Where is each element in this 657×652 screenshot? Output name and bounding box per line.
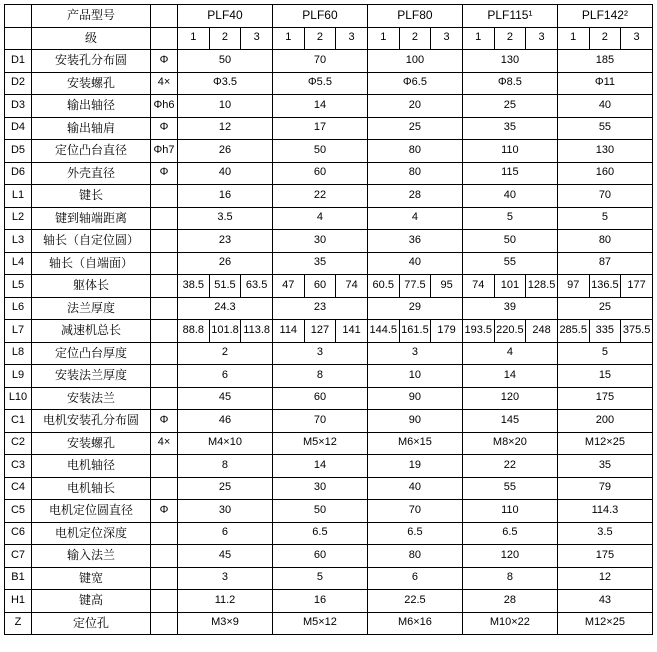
row-value-cell: 90 <box>367 387 462 410</box>
row-value-cell: 114.3 <box>557 500 652 523</box>
table-header-row-level <box>5 27 653 50</box>
row-parameter-name: 键宽 <box>32 567 151 590</box>
row-parameter-name: 安装法兰 <box>32 387 151 410</box>
row-value-cell: 70 <box>272 50 367 73</box>
header-model-plf40: PLF40 <box>178 5 273 28</box>
row-value-cell: 5 <box>557 207 652 230</box>
header-symbol-spacer <box>151 5 178 28</box>
row-value-cell: 144.5 <box>367 320 399 343</box>
table-row <box>5 72 653 95</box>
row-symbol <box>151 477 178 500</box>
row-value-cell: M6×15 <box>367 432 462 455</box>
row-symbol <box>151 297 178 320</box>
row-value-cell: 70 <box>557 185 652 208</box>
row-code: C2 <box>5 432 32 455</box>
row-value-cell: 25 <box>557 297 652 320</box>
row-symbol: Φh6 <box>151 95 178 118</box>
row-value-cell: 375.5 <box>621 320 653 343</box>
row-symbol <box>151 342 178 365</box>
row-value-cell: 5 <box>272 567 367 590</box>
row-value-cell: 14 <box>272 455 367 478</box>
row-value-cell: 177 <box>621 275 653 298</box>
row-value-cell: 6 <box>367 567 462 590</box>
row-value-cell: 128.5 <box>526 275 558 298</box>
table-row <box>5 522 653 545</box>
row-value-cell: 74 <box>462 275 494 298</box>
row-parameter-name: 定位凸台厚度 <box>32 342 151 365</box>
row-value-cell: 40 <box>557 95 652 118</box>
row-code: B1 <box>5 567 32 590</box>
row-value-cell: 3.5 <box>178 207 273 230</box>
row-value-cell: 141 <box>336 320 368 343</box>
row-value-cell: 12 <box>557 567 652 590</box>
row-value-cell: 248 <box>526 320 558 343</box>
row-symbol: Φ <box>151 162 178 185</box>
row-value-cell: 110 <box>462 140 557 163</box>
row-value-cell: 79 <box>557 477 652 500</box>
row-value-cell: M3×9 <box>178 612 273 635</box>
row-symbol: Φ <box>151 50 178 73</box>
table-row <box>5 365 653 388</box>
row-value-cell: 6 <box>178 522 273 545</box>
row-value-cell: 70 <box>367 500 462 523</box>
row-value-cell: 114 <box>272 320 304 343</box>
row-value-cell: 87 <box>557 252 652 275</box>
row-code: L9 <box>5 365 32 388</box>
row-value-cell: 20 <box>367 95 462 118</box>
table-row <box>5 252 653 275</box>
row-parameter-name: 躯体长 <box>32 275 151 298</box>
row-value-cell: 110 <box>462 500 557 523</box>
row-code: C4 <box>5 477 32 500</box>
row-value-cell: 26 <box>178 252 273 275</box>
row-parameter-name: 电机安装孔分布圆 <box>32 410 151 433</box>
row-parameter-name: 法兰厚度 <box>32 297 151 320</box>
row-value-cell: 28 <box>462 590 557 613</box>
row-code: H1 <box>5 590 32 613</box>
row-value-cell: 24.3 <box>178 297 273 320</box>
row-value-cell: 51.5 <box>209 275 241 298</box>
row-value-cell: 50 <box>272 140 367 163</box>
table-row <box>5 432 653 455</box>
row-value-cell: 3 <box>272 342 367 365</box>
row-value-cell: 12 <box>178 117 273 140</box>
row-value-cell: 60 <box>272 387 367 410</box>
row-value-cell: M10×22 <box>462 612 557 635</box>
row-value-cell: 113.8 <box>241 320 273 343</box>
row-value-cell: 97 <box>557 275 589 298</box>
row-parameter-name: 减速机总长 <box>32 320 151 343</box>
row-value-cell: 60 <box>304 275 336 298</box>
row-value-cell: 38.5 <box>178 275 210 298</box>
level-plf115-1: 1 <box>462 27 494 50</box>
row-value-cell: Φ6.5 <box>367 72 462 95</box>
level-plf60-3: 3 <box>336 27 368 50</box>
row-value-cell: 50 <box>462 230 557 253</box>
row-parameter-name: 键长 <box>32 185 151 208</box>
row-code: D6 <box>5 162 32 185</box>
level-plf40-1: 1 <box>178 27 210 50</box>
row-value-cell: 29 <box>367 297 462 320</box>
row-value-cell: 200 <box>557 410 652 433</box>
row-value-cell: 50 <box>178 50 273 73</box>
table-row <box>5 455 653 478</box>
row-value-cell: 55 <box>462 252 557 275</box>
row-value-cell: 6 <box>178 365 273 388</box>
level-plf40-3: 3 <box>241 27 273 50</box>
row-symbol <box>151 230 178 253</box>
row-code: L8 <box>5 342 32 365</box>
row-parameter-name: 输出轴径 <box>32 95 151 118</box>
row-code: D3 <box>5 95 32 118</box>
row-parameter-name: 电机定位深度 <box>32 522 151 545</box>
row-value-cell: 63.5 <box>241 275 273 298</box>
row-symbol <box>151 365 178 388</box>
row-code: C1 <box>5 410 32 433</box>
row-parameter-name: 输入法兰 <box>32 545 151 568</box>
row-value-cell: 2 <box>178 342 273 365</box>
row-value-cell: 74 <box>336 275 368 298</box>
row-value-cell: 5 <box>557 342 652 365</box>
row-value-cell: 4 <box>367 207 462 230</box>
row-value-cell: 43 <box>557 590 652 613</box>
row-value-cell: 130 <box>557 140 652 163</box>
row-value-cell: M12×25 <box>557 612 652 635</box>
row-value-cell: 220.5 <box>494 320 526 343</box>
row-value-cell: 47 <box>272 275 304 298</box>
row-value-cell: 14 <box>462 365 557 388</box>
table-row <box>5 500 653 523</box>
row-value-cell: 17 <box>272 117 367 140</box>
row-value-cell: 55 <box>557 117 652 140</box>
row-value-cell: 30 <box>272 230 367 253</box>
row-value-cell: 80 <box>367 162 462 185</box>
row-value-cell: Φ3.5 <box>178 72 273 95</box>
table-row <box>5 185 653 208</box>
level-code-spacer <box>5 27 32 50</box>
header-code-spacer <box>5 5 32 28</box>
row-symbol: 4× <box>151 72 178 95</box>
table-row <box>5 320 653 343</box>
row-symbol: Φ <box>151 410 178 433</box>
table-row <box>5 297 653 320</box>
row-value-cell: 175 <box>557 545 652 568</box>
row-value-cell: M5×12 <box>272 612 367 635</box>
row-value-cell: 193.5 <box>462 320 494 343</box>
table-row <box>5 275 653 298</box>
row-code: L1 <box>5 185 32 208</box>
row-symbol <box>151 612 178 635</box>
table-row <box>5 590 653 613</box>
row-value-cell: 23 <box>178 230 273 253</box>
header-product-model-title: 产品型号 <box>32 5 151 28</box>
row-value-cell: 25 <box>178 477 273 500</box>
level-plf142-1: 1 <box>557 27 589 50</box>
row-value-cell: 50 <box>272 500 367 523</box>
row-value-cell: 35 <box>272 252 367 275</box>
table-row <box>5 612 653 635</box>
header-model-plf142: PLF142² <box>557 5 652 28</box>
row-value-cell: Φ5.5 <box>272 72 367 95</box>
row-code: C5 <box>5 500 32 523</box>
row-value-cell: 46 <box>178 410 273 433</box>
row-value-cell: 136.5 <box>589 275 621 298</box>
row-symbol <box>151 455 178 478</box>
level-plf142-2: 2 <box>589 27 621 50</box>
row-value-cell: 3 <box>178 567 273 590</box>
row-value-cell: 23 <box>272 297 367 320</box>
level-symbol-spacer <box>151 27 178 50</box>
row-value-cell: 77.5 <box>399 275 431 298</box>
table-row <box>5 477 653 500</box>
row-symbol <box>151 590 178 613</box>
row-value-cell: 80 <box>557 230 652 253</box>
table-header-row-model <box>5 5 653 28</box>
row-value-cell: 39 <box>462 297 557 320</box>
row-value-cell: 6.5 <box>272 522 367 545</box>
row-value-cell: 10 <box>367 365 462 388</box>
row-value-cell: 35 <box>557 455 652 478</box>
row-value-cell: 25 <box>367 117 462 140</box>
row-value-cell: M6×16 <box>367 612 462 635</box>
row-code: C7 <box>5 545 32 568</box>
row-parameter-name: 外壳直径 <box>32 162 151 185</box>
row-value-cell: 95 <box>431 275 463 298</box>
row-value-cell: Φ8.5 <box>462 72 557 95</box>
row-parameter-name: 输出轴肩 <box>32 117 151 140</box>
row-symbol <box>151 185 178 208</box>
row-symbol: Φh7 <box>151 140 178 163</box>
row-value-cell: 130 <box>462 50 557 73</box>
row-parameter-name: 安装法兰厚度 <box>32 365 151 388</box>
row-symbol <box>151 207 178 230</box>
row-code: L5 <box>5 275 32 298</box>
row-code: D4 <box>5 117 32 140</box>
level-plf80-2: 2 <box>399 27 431 50</box>
row-value-cell: 120 <box>462 387 557 410</box>
row-parameter-name: 安装孔分布圆 <box>32 50 151 73</box>
row-value-cell: 101.8 <box>209 320 241 343</box>
row-value-cell: 80 <box>367 545 462 568</box>
row-value-cell: 60 <box>272 162 367 185</box>
header-model-plf80: PLF80 <box>367 5 462 28</box>
table-row <box>5 207 653 230</box>
row-value-cell: 40 <box>462 185 557 208</box>
row-value-cell: 36 <box>367 230 462 253</box>
row-value-cell: 185 <box>557 50 652 73</box>
row-symbol <box>151 522 178 545</box>
level-plf60-1: 1 <box>272 27 304 50</box>
row-value-cell: 26 <box>178 140 273 163</box>
row-value-cell: 19 <box>367 455 462 478</box>
row-value-cell: 60.5 <box>367 275 399 298</box>
row-value-cell: 6.5 <box>367 522 462 545</box>
row-value-cell: 120 <box>462 545 557 568</box>
row-value-cell: 16 <box>178 185 273 208</box>
table-row <box>5 230 653 253</box>
row-value-cell: 8 <box>178 455 273 478</box>
row-value-cell: 161.5 <box>399 320 431 343</box>
row-value-cell: 16 <box>272 590 367 613</box>
row-value-cell: 6.5 <box>462 522 557 545</box>
row-value-cell: 22 <box>462 455 557 478</box>
row-value-cell: 127 <box>304 320 336 343</box>
row-value-cell: 100 <box>367 50 462 73</box>
row-value-cell: 3 <box>367 342 462 365</box>
row-value-cell: 4 <box>272 207 367 230</box>
row-value-cell: 40 <box>178 162 273 185</box>
level-plf115-3: 3 <box>526 27 558 50</box>
row-value-cell: Φ11 <box>557 72 652 95</box>
row-parameter-name: 电机轴径 <box>32 455 151 478</box>
row-parameter-name: 轴长（自端面） <box>32 252 151 275</box>
row-symbol <box>151 387 178 410</box>
row-value-cell: 22 <box>272 185 367 208</box>
row-value-cell: 285.5 <box>557 320 589 343</box>
row-code: L2 <box>5 207 32 230</box>
row-code: C3 <box>5 455 32 478</box>
table-row <box>5 117 653 140</box>
row-code: D2 <box>5 72 32 95</box>
row-parameter-name: 键到轴端距离 <box>32 207 151 230</box>
row-code: C6 <box>5 522 32 545</box>
row-code: L7 <box>5 320 32 343</box>
row-parameter-name: 安装螺孔 <box>32 72 151 95</box>
row-code: L6 <box>5 297 32 320</box>
row-parameter-name: 定位孔 <box>32 612 151 635</box>
row-value-cell: 175 <box>557 387 652 410</box>
row-value-cell: 115 <box>462 162 557 185</box>
row-symbol <box>151 545 178 568</box>
row-symbol: Φ <box>151 500 178 523</box>
row-value-cell: M8×20 <box>462 432 557 455</box>
row-value-cell: 10 <box>178 95 273 118</box>
row-symbol <box>151 252 178 275</box>
row-symbol: 4× <box>151 432 178 455</box>
row-value-cell: 45 <box>178 387 273 410</box>
row-value-cell: 11.2 <box>178 590 273 613</box>
table-row <box>5 342 653 365</box>
table-body <box>5 5 653 635</box>
row-parameter-name: 轴长（自定位圆） <box>32 230 151 253</box>
header-model-plf115: PLF115¹ <box>462 5 557 28</box>
row-symbol <box>151 567 178 590</box>
row-parameter-name: 电机轴长 <box>32 477 151 500</box>
row-value-cell: 60 <box>272 545 367 568</box>
row-parameter-name: 安装螺孔 <box>32 432 151 455</box>
row-code: Z <box>5 612 32 635</box>
level-plf80-3: 3 <box>431 27 463 50</box>
row-value-cell: 3.5 <box>557 522 652 545</box>
header-model-plf60: PLF60 <box>272 5 367 28</box>
table-row <box>5 50 653 73</box>
row-value-cell: 160 <box>557 162 652 185</box>
row-value-cell: 88.8 <box>178 320 210 343</box>
row-value-cell: 4 <box>462 342 557 365</box>
row-value-cell: 30 <box>272 477 367 500</box>
row-value-cell: 45 <box>178 545 273 568</box>
row-value-cell: M12×25 <box>557 432 652 455</box>
level-plf40-2: 2 <box>209 27 241 50</box>
row-value-cell: 55 <box>462 477 557 500</box>
table-row <box>5 545 653 568</box>
row-value-cell: 101 <box>494 275 526 298</box>
row-symbol <box>151 320 178 343</box>
row-code: L4 <box>5 252 32 275</box>
row-value-cell: 22.5 <box>367 590 462 613</box>
table-row <box>5 95 653 118</box>
row-code: D1 <box>5 50 32 73</box>
table-row <box>5 387 653 410</box>
row-symbol: Φ <box>151 117 178 140</box>
row-parameter-name: 电机定位圆直径 <box>32 500 151 523</box>
table-row <box>5 410 653 433</box>
row-parameter-name: 键高 <box>32 590 151 613</box>
row-value-cell: 335 <box>589 320 621 343</box>
gearbox-specification-table <box>4 4 653 635</box>
table-row <box>5 567 653 590</box>
row-symbol <box>151 275 178 298</box>
row-value-cell: 25 <box>462 95 557 118</box>
row-value-cell: 40 <box>367 477 462 500</box>
table-row <box>5 162 653 185</box>
row-value-cell: 35 <box>462 117 557 140</box>
row-code: L3 <box>5 230 32 253</box>
row-value-cell: 15 <box>557 365 652 388</box>
row-value-cell: M4×10 <box>178 432 273 455</box>
row-value-cell: 179 <box>431 320 463 343</box>
row-value-cell: M5×12 <box>272 432 367 455</box>
row-value-cell: 28 <box>367 185 462 208</box>
level-plf142-3: 3 <box>621 27 653 50</box>
row-value-cell: 30 <box>178 500 273 523</box>
table-row <box>5 140 653 163</box>
level-plf80-1: 1 <box>367 27 399 50</box>
row-value-cell: 5 <box>462 207 557 230</box>
row-value-cell: 70 <box>272 410 367 433</box>
level-plf60-2: 2 <box>304 27 336 50</box>
row-code: L10 <box>5 387 32 410</box>
row-value-cell: 14 <box>272 95 367 118</box>
row-parameter-name: 定位凸台直径 <box>32 140 151 163</box>
level-plf115-2: 2 <box>494 27 526 50</box>
header-level-label: 级 <box>32 27 151 50</box>
row-value-cell: 40 <box>367 252 462 275</box>
row-value-cell: 145 <box>462 410 557 433</box>
row-value-cell: 8 <box>272 365 367 388</box>
row-value-cell: 90 <box>367 410 462 433</box>
row-code: D5 <box>5 140 32 163</box>
row-value-cell: 8 <box>462 567 557 590</box>
row-value-cell: 80 <box>367 140 462 163</box>
